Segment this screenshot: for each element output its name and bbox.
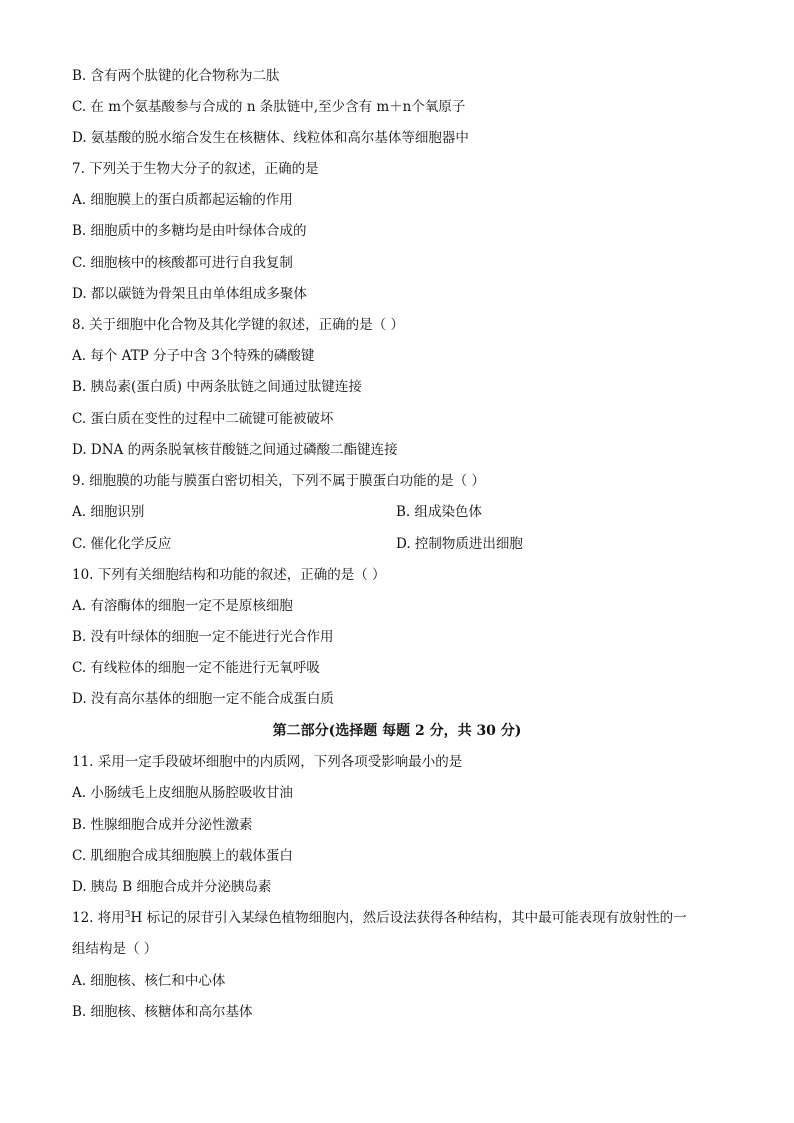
q10-option-b: B. 没有叶绿体的细胞一定不能进行光合作用: [72, 629, 334, 645]
q12-stem: [72, 908, 687, 928]
q10-stem: 10. 下列有关细胞结构和功能的叙述，正确的是（ ）: [72, 567, 386, 583]
q12-stem-suffix: H 标记的尿苷引入某绿色植物细胞内，然后设法获得各种结构，其中最可能表现有放射性的一: [130, 910, 687, 926]
q12-stem-line2: 组结构是（ ）: [72, 941, 158, 957]
q9-option-c: C. 催化化学反应: [72, 536, 172, 552]
q7-option-a: A. 细胞膜上的蛋白质都起运输的作用: [72, 192, 293, 208]
q11-option-d: D. 胰岛 B 细胞合成并分泌胰岛素: [72, 879, 272, 895]
q8-option-a: A. 每个 ATP 分子中含 3个特殊的磷酸键: [72, 348, 315, 364]
q9-option-a: A. 细胞识别: [72, 504, 145, 520]
q12-stem-prefix: 12. 将用: [72, 910, 125, 926]
q9-option-d: D. 控制物质进出细胞: [396, 536, 523, 552]
isotope-superscript: 3: [124, 910, 131, 920]
q7-option-b: B. 细胞质中的多糖均是由叶绿体合成的: [72, 223, 307, 239]
q10-option-a: A. 有溶酶体的细胞一定不是原核细胞: [72, 598, 293, 614]
q8-option-c: C. 蛋白质在变性的过程中二硫键可能被破坏: [72, 411, 334, 427]
q7-option-d: D. 都以碳链为骨架且由单体组成多聚体: [72, 286, 307, 302]
q12-option-a: A. 细胞核、核仁和中心体: [72, 973, 226, 989]
q10-option-d: D. 没有高尔基体的细胞一定不能合成蛋白质: [72, 691, 334, 707]
q11-option-b: B. 性腺细胞合成并分泌性激素: [72, 817, 253, 833]
q10-option-c: C. 有线粒体的细胞一定不能进行无氧呼吸: [72, 660, 320, 676]
q6-option-d: D. 氨基酸的脱水缩合发生在核糖体、线粒体和高尔基体等细胞器中: [72, 130, 469, 146]
q12-option-b: B. 细胞核、核糖体和高尔基体: [72, 1004, 253, 1020]
q6-option-c: C. 在 m个氨基酸参与合成的 n 条肽链中,至少含有 m＋n个氧原子: [72, 99, 466, 115]
q9-stem: 9. 细胞膜的功能与膜蛋白密切相关，下列不属于膜蛋白功能的是（ ）: [72, 473, 485, 489]
q8-option-d: D. DNA 的两条脱氧核苷酸链之间通过磷酸二酯键连接: [72, 442, 398, 458]
q11-stem: 11. 采用一定手段破坏细胞中的内质网，下列各项受影响最小的是: [72, 754, 463, 770]
q11-option-a: A. 小肠绒毛上皮细胞从肠腔吸收甘油: [72, 785, 293, 801]
q8-stem: 8. 关于细胞中化合物及其化学键的叙述，正确的是（ ）: [72, 317, 404, 333]
section-heading: 第二部分(选择题 每题 2 分，共 30 分): [272, 723, 522, 739]
q8-option-b: B. 胰岛素(蛋白质) 中两条肽链之间通过肽键连接: [72, 379, 362, 395]
q9-option-b: B. 组成染色体: [396, 504, 483, 520]
q7-option-c: C. 细胞核中的核酸都可进行自我复制: [72, 255, 293, 271]
q11-option-c: C. 肌细胞合成其细胞膜上的载体蛋白: [72, 848, 293, 864]
q6-option-b: B. 含有两个肽键的化合物称为二肽: [72, 68, 280, 84]
q7-stem: 7. 下列关于生物大分子的叙述，正确的是: [72, 161, 319, 177]
